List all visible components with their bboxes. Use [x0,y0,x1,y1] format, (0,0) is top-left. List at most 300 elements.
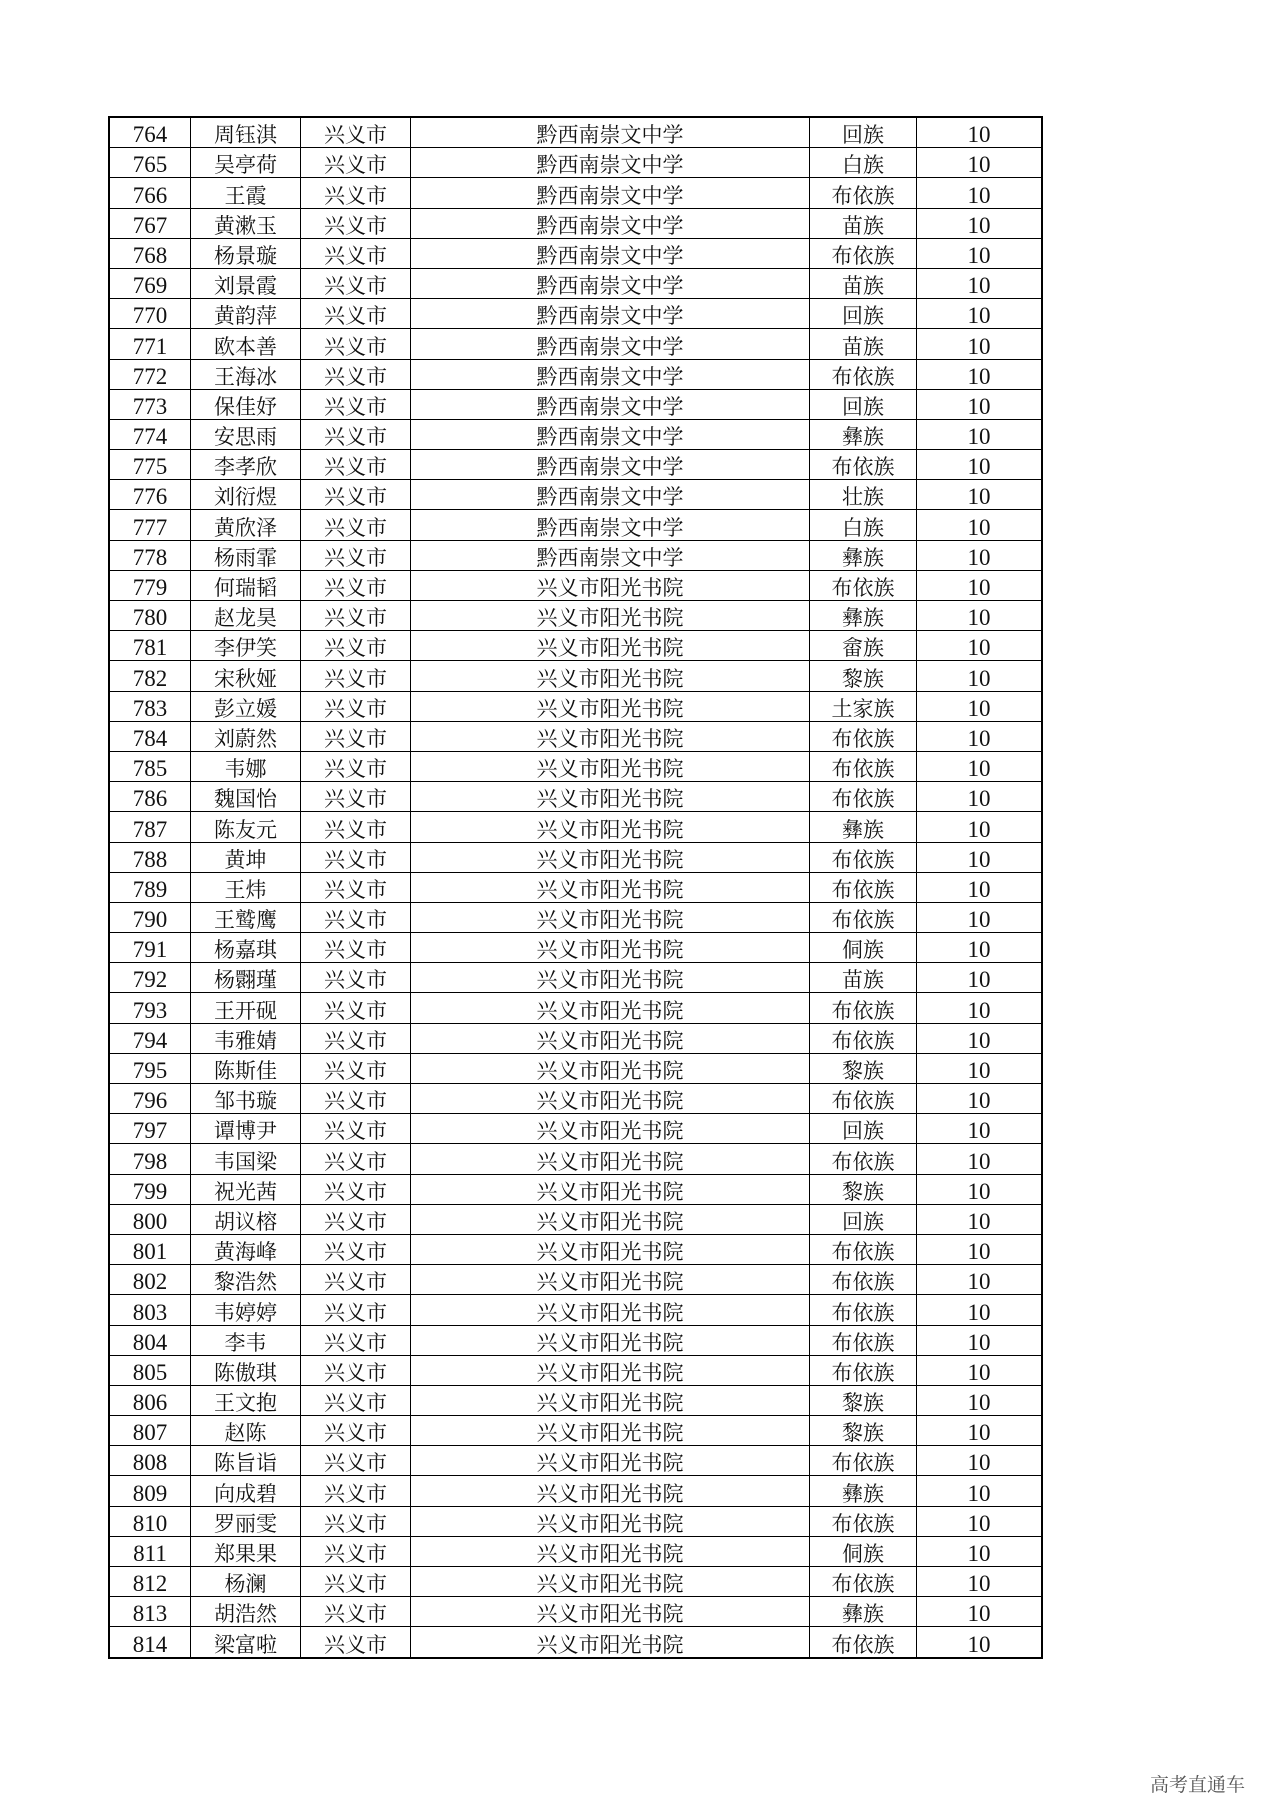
score-cell: 10 [917,148,1043,178]
student-name-cell: 胡议榕 [191,1204,301,1234]
ethnicity-cell: 布依族 [810,178,917,208]
table-row [109,1325,1042,1355]
city-cell: 兴义市 [301,1023,411,1053]
student-name-cell: 李孝欣 [191,450,301,480]
row-number-cell: 782 [109,661,191,691]
ethnicity-cell: 彝族 [810,419,917,449]
student-name-cell: 杨翾瑾 [191,963,301,993]
ethnicity-cell: 苗族 [810,329,917,359]
school-cell: 兴义市阳光书院 [411,721,810,751]
table-row [109,268,1042,298]
roster-table [108,116,1043,1659]
table-row [109,148,1042,178]
school-cell: 黔西南崇文中学 [411,389,810,419]
score-cell: 10 [917,1355,1043,1385]
school-cell: 兴义市阳光书院 [411,1446,810,1476]
row-number-cell: 769 [109,268,191,298]
city-cell: 兴义市 [301,1295,411,1325]
ethnicity-cell: 苗族 [810,268,917,298]
table-row [109,208,1042,238]
table-row [109,933,1042,963]
table-row [109,1174,1042,1204]
city-cell: 兴义市 [301,1597,411,1627]
school-cell: 黔西南崇文中学 [411,238,810,268]
student-name-cell: 彭立媛 [191,691,301,721]
table-row [109,661,1042,691]
ethnicity-cell: 畲族 [810,631,917,661]
city-cell: 兴义市 [301,1114,411,1144]
student-name-cell: 刘景霞 [191,268,301,298]
row-number-cell: 787 [109,812,191,842]
table-row [109,842,1042,872]
table-row [109,419,1042,449]
ethnicity-cell: 布依族 [810,751,917,781]
student-name-cell: 欧本善 [191,329,301,359]
school-cell: 兴义市阳光书院 [411,691,810,721]
school-cell: 兴义市阳光书院 [411,812,810,842]
row-number-cell: 803 [109,1295,191,1325]
table-row [109,1536,1042,1566]
city-cell: 兴义市 [301,1234,411,1264]
score-cell: 10 [917,178,1043,208]
school-cell: 兴义市阳光书院 [411,1084,810,1114]
score-cell: 10 [917,1325,1043,1355]
school-cell: 兴义市阳光书院 [411,601,810,631]
ethnicity-cell: 布依族 [810,1295,917,1325]
city-cell: 兴义市 [301,1506,411,1536]
table-row [109,510,1042,540]
ethnicity-cell: 苗族 [810,208,917,238]
row-number-cell: 808 [109,1446,191,1476]
city-cell: 兴义市 [301,117,411,148]
school-cell: 黔西南崇文中学 [411,540,810,570]
table-row [109,1295,1042,1325]
school-cell: 兴义市阳光书院 [411,933,810,963]
score-cell: 10 [917,1084,1043,1114]
school-cell: 黔西南崇文中学 [411,178,810,208]
city-cell: 兴义市 [301,1385,411,1415]
student-name-cell: 陈友元 [191,812,301,842]
school-cell: 兴义市阳光书院 [411,872,810,902]
score-cell: 10 [917,1536,1043,1566]
ethnicity-cell: 白族 [810,510,917,540]
student-name-cell: 王开砚 [191,993,301,1023]
row-number-cell: 773 [109,389,191,419]
score-cell: 10 [917,1265,1043,1295]
table-row [109,570,1042,600]
score-cell: 10 [917,721,1043,751]
school-cell: 兴义市阳光书院 [411,661,810,691]
row-number-cell: 795 [109,1053,191,1083]
ethnicity-cell: 回族 [810,1204,917,1234]
student-name-cell: 杨景璇 [191,238,301,268]
row-number-cell: 802 [109,1265,191,1295]
school-cell: 兴义市阳光书院 [411,1295,810,1325]
row-number-cell: 779 [109,570,191,600]
school-cell: 黔西南崇文中学 [411,268,810,298]
city-cell: 兴义市 [301,842,411,872]
school-cell: 兴义市阳光书院 [411,1325,810,1355]
ethnicity-cell: 布依族 [810,842,917,872]
table-row [109,238,1042,268]
row-number-cell: 809 [109,1476,191,1506]
row-number-cell: 812 [109,1567,191,1597]
student-name-cell: 韦国梁 [191,1144,301,1174]
table-row [109,1476,1042,1506]
ethnicity-cell: 回族 [810,389,917,419]
school-cell: 兴义市阳光书院 [411,570,810,600]
ethnicity-cell: 布依族 [810,721,917,751]
table-row [109,1446,1042,1476]
ethnicity-cell: 回族 [810,299,917,329]
table-row [109,1144,1042,1174]
city-cell: 兴义市 [301,299,411,329]
row-number-cell: 796 [109,1084,191,1114]
ethnicity-cell: 布依族 [810,1144,917,1174]
city-cell: 兴义市 [301,268,411,298]
table-row [109,480,1042,510]
table-row [109,1234,1042,1264]
table-row [109,540,1042,570]
row-number-cell: 784 [109,721,191,751]
student-name-cell: 刘衍煜 [191,480,301,510]
student-name-cell: 王霞 [191,178,301,208]
city-cell: 兴义市 [301,450,411,480]
student-name-cell: 李韦 [191,1325,301,1355]
city-cell: 兴义市 [301,1355,411,1385]
row-number-cell: 790 [109,902,191,932]
row-number-cell: 810 [109,1506,191,1536]
table-row [109,1084,1042,1114]
city-cell: 兴义市 [301,148,411,178]
city-cell: 兴义市 [301,178,411,208]
score-cell: 10 [917,1416,1043,1446]
table-row [109,1355,1042,1385]
school-cell: 兴义市阳光书院 [411,1416,810,1446]
student-name-cell: 陈斯佳 [191,1053,301,1083]
row-number-cell: 799 [109,1174,191,1204]
ethnicity-cell: 彝族 [810,540,917,570]
score-cell: 10 [917,329,1043,359]
table-row [109,1597,1042,1627]
row-number-cell: 767 [109,208,191,238]
score-cell: 10 [917,812,1043,842]
score-cell: 10 [917,510,1043,540]
ethnicity-cell: 回族 [810,1114,917,1144]
student-name-cell: 杨嘉琪 [191,933,301,963]
score-cell: 10 [917,1204,1043,1234]
row-number-cell: 775 [109,450,191,480]
score-cell: 10 [917,963,1043,993]
ethnicity-cell: 布依族 [810,1627,917,1658]
ethnicity-cell: 布依族 [810,1446,917,1476]
table-row [109,1506,1042,1536]
row-number-cell: 800 [109,1204,191,1234]
table-row [109,359,1042,389]
city-cell: 兴义市 [301,570,411,600]
student-name-cell: 向成碧 [191,1476,301,1506]
score-cell: 10 [917,419,1043,449]
ethnicity-cell: 黎族 [810,1416,917,1446]
school-cell: 黔西南崇文中学 [411,329,810,359]
table-row [109,329,1042,359]
city-cell: 兴义市 [301,1446,411,1476]
ethnicity-cell: 布依族 [810,872,917,902]
student-name-cell: 陈旨诣 [191,1446,301,1476]
city-cell: 兴义市 [301,1084,411,1114]
student-name-cell: 郑果果 [191,1536,301,1566]
city-cell: 兴义市 [301,782,411,812]
school-cell: 黔西南崇文中学 [411,208,810,238]
table-row [109,178,1042,208]
student-name-cell: 何瑞韬 [191,570,301,600]
table-row [109,993,1042,1023]
row-number-cell: 778 [109,540,191,570]
student-name-cell: 韦婷婷 [191,1295,301,1325]
city-cell: 兴义市 [301,1416,411,1446]
city-cell: 兴义市 [301,963,411,993]
school-cell: 兴义市阳光书院 [411,751,810,781]
ethnicity-cell: 壮族 [810,480,917,510]
ethnicity-cell: 布依族 [810,238,917,268]
score-cell: 10 [917,268,1043,298]
row-number-cell: 781 [109,631,191,661]
student-name-cell: 韦娜 [191,751,301,781]
ethnicity-cell: 布依族 [810,450,917,480]
ethnicity-cell: 布依族 [810,1084,917,1114]
ethnicity-cell: 彝族 [810,1476,917,1506]
city-cell: 兴义市 [301,872,411,902]
school-cell: 黔西南崇文中学 [411,419,810,449]
city-cell: 兴义市 [301,631,411,661]
student-name-cell: 赵陈 [191,1416,301,1446]
city-cell: 兴义市 [301,1536,411,1566]
table-row [109,1265,1042,1295]
school-cell: 兴义市阳光书院 [411,782,810,812]
student-name-cell: 保佳妤 [191,389,301,419]
score-cell: 10 [917,1567,1043,1597]
score-cell: 10 [917,661,1043,691]
table-row [109,963,1042,993]
city-cell: 兴义市 [301,1325,411,1355]
row-number-cell: 806 [109,1385,191,1415]
ethnicity-cell: 布依族 [810,1325,917,1355]
city-cell: 兴义市 [301,751,411,781]
student-name-cell: 周钰淇 [191,117,301,148]
row-number-cell: 807 [109,1416,191,1446]
score-cell: 10 [917,1114,1043,1144]
ethnicity-cell: 布依族 [810,1234,917,1264]
row-number-cell: 794 [109,1023,191,1053]
school-cell: 兴义市阳光书院 [411,1597,810,1627]
row-number-cell: 793 [109,993,191,1023]
city-cell: 兴义市 [301,1476,411,1506]
city-cell: 兴义市 [301,359,411,389]
student-name-cell: 黄欣泽 [191,510,301,540]
student-name-cell: 王鹫鹰 [191,902,301,932]
row-number-cell: 765 [109,148,191,178]
ethnicity-cell: 黎族 [810,1174,917,1204]
school-cell: 兴义市阳光书院 [411,993,810,1023]
ethnicity-cell: 彝族 [810,601,917,631]
row-number-cell: 811 [109,1536,191,1566]
row-number-cell: 791 [109,933,191,963]
score-cell: 10 [917,1446,1043,1476]
ethnicity-cell: 回族 [810,117,917,148]
student-name-cell: 邹书璇 [191,1084,301,1114]
ethnicity-cell: 黎族 [810,661,917,691]
row-number-cell: 777 [109,510,191,540]
school-cell: 黔西南崇文中学 [411,117,810,148]
score-cell: 10 [917,540,1043,570]
student-name-cell: 谭博尹 [191,1114,301,1144]
school-cell: 兴义市阳光书院 [411,1204,810,1234]
score-cell: 10 [917,1234,1043,1264]
city-cell: 兴义市 [301,329,411,359]
row-number-cell: 788 [109,842,191,872]
student-name-cell: 魏国怡 [191,782,301,812]
school-cell: 兴义市阳光书院 [411,842,810,872]
city-cell: 兴义市 [301,721,411,751]
ethnicity-cell: 布依族 [810,1567,917,1597]
ethnicity-cell: 布依族 [810,359,917,389]
ethnicity-cell: 布依族 [810,1265,917,1295]
city-cell: 兴义市 [301,1567,411,1597]
row-number-cell: 776 [109,480,191,510]
row-number-cell: 804 [109,1325,191,1355]
school-cell: 兴义市阳光书院 [411,1144,810,1174]
ethnicity-cell: 黎族 [810,1053,917,1083]
score-cell: 10 [917,1144,1043,1174]
score-cell: 10 [917,1023,1043,1053]
score-cell: 10 [917,299,1043,329]
score-cell: 10 [917,691,1043,721]
school-cell: 黔西南崇文中学 [411,359,810,389]
table-row [109,1114,1042,1144]
row-number-cell: 789 [109,872,191,902]
school-cell: 兴义市阳光书院 [411,1023,810,1053]
city-cell: 兴义市 [301,419,411,449]
student-name-cell: 黄坤 [191,842,301,872]
ethnicity-cell: 布依族 [810,902,917,932]
ethnicity-cell: 布依族 [810,993,917,1023]
city-cell: 兴义市 [301,691,411,721]
city-cell: 兴义市 [301,208,411,238]
student-name-cell: 胡浩然 [191,1597,301,1627]
student-name-cell: 刘蔚然 [191,721,301,751]
school-cell: 黔西南崇文中学 [411,510,810,540]
city-cell: 兴义市 [301,1174,411,1204]
table-row [109,631,1042,661]
table-row [109,721,1042,751]
row-number-cell: 813 [109,1597,191,1627]
row-number-cell: 798 [109,1144,191,1174]
score-cell: 10 [917,842,1043,872]
ethnicity-cell: 土家族 [810,691,917,721]
ethnicity-cell: 彝族 [810,812,917,842]
score-cell: 10 [917,208,1043,238]
score-cell: 10 [917,782,1043,812]
ethnicity-cell: 布依族 [810,1506,917,1536]
school-cell: 兴义市阳光书院 [411,1476,810,1506]
score-cell: 10 [917,872,1043,902]
student-name-cell: 黄漱玉 [191,208,301,238]
city-cell: 兴义市 [301,601,411,631]
school-cell: 兴义市阳光书院 [411,963,810,993]
school-cell: 兴义市阳光书院 [411,1536,810,1566]
row-number-cell: 805 [109,1355,191,1385]
student-name-cell: 韦雅婧 [191,1023,301,1053]
row-number-cell: 766 [109,178,191,208]
student-name-cell: 黎浩然 [191,1265,301,1295]
school-cell: 兴义市阳光书院 [411,631,810,661]
city-cell: 兴义市 [301,1627,411,1658]
ethnicity-cell: 苗族 [810,963,917,993]
table-row [109,450,1042,480]
table-row [109,1204,1042,1234]
school-cell: 兴义市阳光书院 [411,1265,810,1295]
city-cell: 兴义市 [301,993,411,1023]
table-row [109,902,1042,932]
ethnicity-cell: 布依族 [810,1355,917,1385]
city-cell: 兴义市 [301,661,411,691]
student-name-cell: 安思雨 [191,419,301,449]
score-cell: 10 [917,993,1043,1023]
school-cell: 兴义市阳光书院 [411,1355,810,1385]
student-name-cell: 黄韵萍 [191,299,301,329]
student-name-cell: 李伊笑 [191,631,301,661]
score-cell: 10 [917,570,1043,600]
row-number-cell: 774 [109,419,191,449]
table-row [109,1023,1042,1053]
score-cell: 10 [917,1506,1043,1536]
school-cell: 黔西南崇文中学 [411,480,810,510]
row-number-cell: 764 [109,117,191,148]
row-number-cell: 771 [109,329,191,359]
table-row [109,1416,1042,1446]
score-cell: 10 [917,933,1043,963]
city-cell: 兴义市 [301,510,411,540]
student-name-cell: 黄海峰 [191,1234,301,1264]
score-cell: 10 [917,238,1043,268]
ethnicity-cell: 布依族 [810,1023,917,1053]
score-cell: 10 [917,1295,1043,1325]
table-row [109,1567,1042,1597]
school-cell: 兴义市阳光书院 [411,902,810,932]
table-row [109,1385,1042,1415]
city-cell: 兴义市 [301,540,411,570]
student-name-cell: 吴亭荷 [191,148,301,178]
row-number-cell: 783 [109,691,191,721]
city-cell: 兴义市 [301,1265,411,1295]
school-cell: 兴义市阳光书院 [411,1053,810,1083]
ethnicity-cell: 侗族 [810,1536,917,1566]
score-cell: 10 [917,1385,1043,1415]
city-cell: 兴义市 [301,238,411,268]
score-cell: 10 [917,1597,1043,1627]
student-name-cell: 王炜 [191,872,301,902]
student-name-cell: 梁富啦 [191,1627,301,1658]
city-cell: 兴义市 [301,1144,411,1174]
city-cell: 兴义市 [301,812,411,842]
student-name-cell: 陈傲琪 [191,1355,301,1385]
row-number-cell: 801 [109,1234,191,1264]
ethnicity-cell: 彝族 [810,1597,917,1627]
row-number-cell: 785 [109,751,191,781]
table-row [109,1627,1042,1658]
score-cell: 10 [917,1476,1043,1506]
student-name-cell: 宋秋娅 [191,661,301,691]
